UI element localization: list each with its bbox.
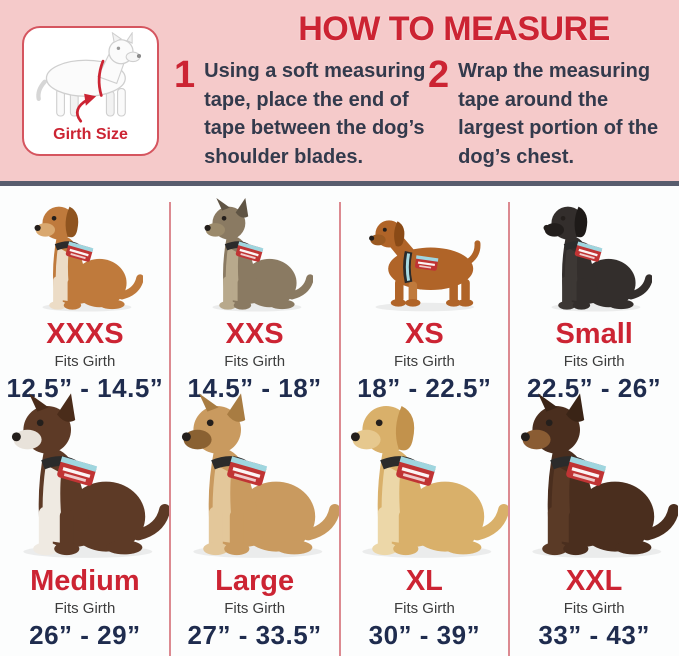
fits-girth-label: Fits Girth (54, 600, 116, 618)
girth-range-xxl: 33” - 43” (538, 620, 650, 651)
fits-girth-label: Fits Girth (224, 353, 286, 371)
size-label-small: Small (555, 317, 633, 350)
size-card-xl (340, 409, 510, 656)
step-2-number: 2 (428, 54, 450, 96)
size-card-small (509, 204, 679, 409)
dog-photo-xxl (510, 392, 678, 560)
size-label-medium: Medium (30, 564, 140, 597)
size-label-xxs: XXS (225, 317, 284, 350)
size-card-large (170, 409, 340, 656)
size-label-xl: XL (405, 564, 443, 597)
girth-range-medium: 26” - 29” (29, 620, 141, 651)
size-label-xxl: XXL (565, 564, 623, 597)
size-card-xs (340, 204, 510, 409)
girth-dog-illustration (31, 32, 151, 128)
fits-girth-label: Fits Girth (224, 600, 286, 618)
fits-girth-label: Fits Girth (393, 353, 455, 371)
fits-girth-label: Fits Girth (563, 353, 625, 371)
size-card-medium (0, 409, 170, 656)
step-1-number: 1 (174, 54, 196, 96)
fits-girth-label: Fits Girth (563, 600, 625, 618)
fits-girth-label: Fits Girth (54, 353, 116, 371)
girth-size-card (22, 26, 159, 156)
girth-size-label: Girth Size (53, 126, 128, 143)
step-2-text: Wrap the measuring tape around the largest portion of the dog’s chest. (458, 60, 659, 168)
mixed-breed-illustration (1, 392, 169, 560)
yorkie-illustration (197, 197, 313, 313)
golden-retriever-illustration (340, 392, 508, 560)
size-row-large-sizes (0, 409, 679, 656)
size-card-xxxs (0, 204, 170, 409)
dog-photo-medium (1, 392, 169, 560)
doberman-illustration (510, 392, 678, 560)
how-to-measure-header (0, 0, 679, 181)
size-label-xxxs: XXXS (46, 317, 124, 350)
measure-step-1 (174, 54, 426, 171)
measure-step-2 (428, 54, 674, 171)
girth-range-large: 27” - 33.5” (187, 620, 322, 651)
girth-range-xs: 18” - 22.5” (357, 373, 492, 404)
fits-girth-label: Fits Girth (393, 600, 455, 618)
girth-range-xxs: 14.5” - 18” (187, 373, 322, 404)
pug-illustration (536, 197, 652, 313)
girth-range-small: 22.5” - 26” (527, 373, 662, 404)
size-grid (0, 186, 679, 656)
size-label-large: Large (215, 564, 295, 597)
dachshund-standing-illustration (361, 211, 489, 313)
dachshund-puppy-illustration (27, 197, 143, 313)
size-row-small-sizes (0, 204, 679, 409)
girth-range-xl: 30” - 39” (368, 620, 481, 651)
dog-photo-large (171, 392, 339, 560)
size-card-xxs (170, 204, 340, 409)
shepherd-illustration (171, 392, 339, 560)
girth-range-xxxs: 12.5” - 14.5” (6, 373, 164, 404)
step-1-text: Using a soft measuring tape, place the end of tape between the dog’s shoulder blades. (204, 60, 426, 168)
dog-photo-xxxs (27, 197, 143, 313)
dog-photo-xl (340, 392, 508, 560)
size-card-xxl (509, 409, 679, 656)
dog-photo-xxs (197, 197, 313, 313)
size-label-xs: XS (405, 317, 444, 350)
dog-photo-small (536, 197, 652, 313)
dog-photo-xs (361, 204, 489, 313)
page-title: HOW TO MEASURE (298, 10, 610, 48)
